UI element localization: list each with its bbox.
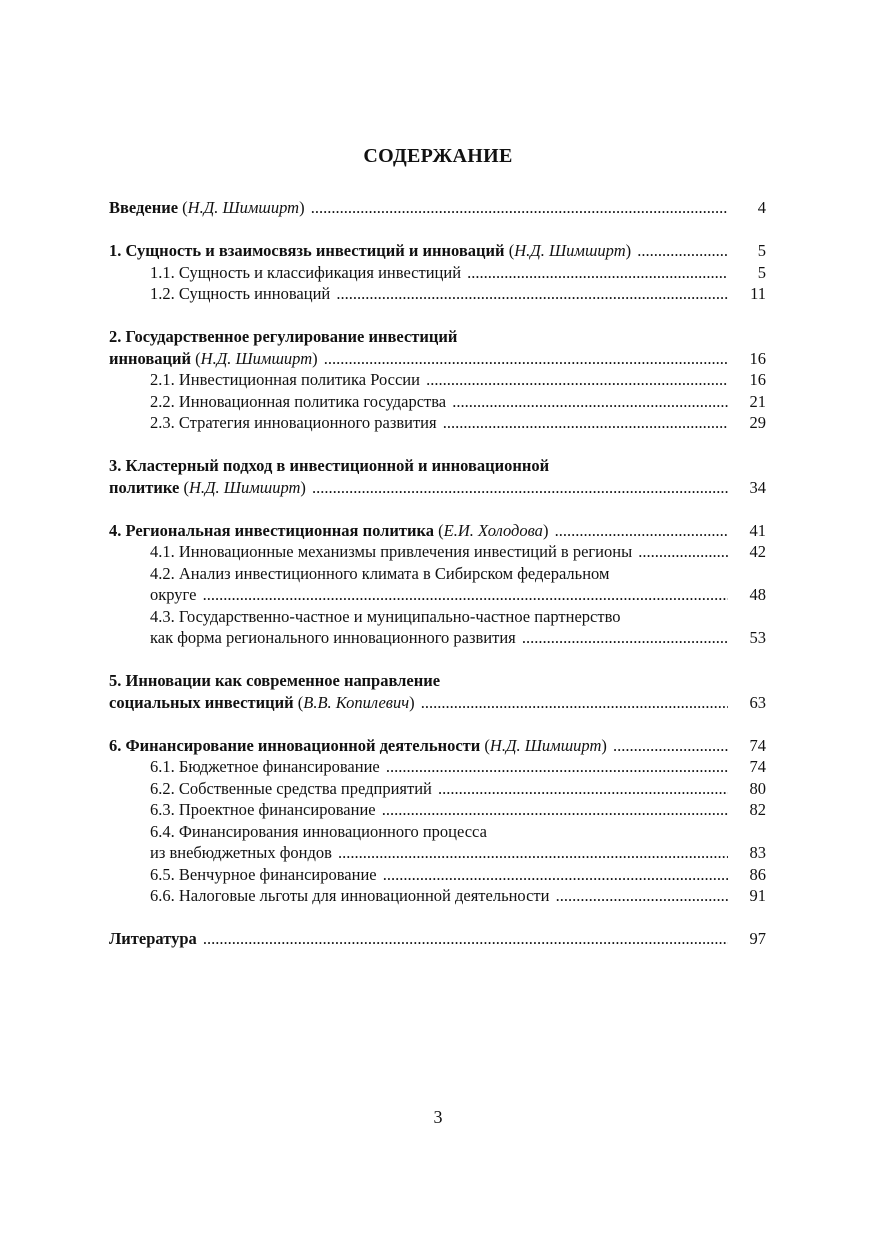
toc-entry-author: Н.Д. Шимширт — [489, 735, 602, 755]
toc-entry-chapter-3[interactable]: политике (Н.Д. Шимширт) ..... 34 — [109, 477, 766, 499]
toc-entry-label: 4.2. Анализ инвестиционного климата в Сибирском федеральном — [150, 563, 610, 583]
toc-entry-section-4-1[interactable] — [109, 541, 766, 563]
toc-entry-label: 1.2. Сущность инноваций — [109, 284, 332, 303]
toc-entry-section-6-1[interactable] — [109, 756, 766, 778]
toc-entry-label: Литература — [109, 929, 197, 948]
toc-page-number: 80 — [749, 778, 766, 798]
toc-entry-section-4-3-line1[interactable] — [109, 606, 766, 628]
toc-page-number: 53 — [749, 628, 766, 647]
toc-page-number: 41 — [749, 520, 766, 540]
toc-entry-label: социальных инвестиций — [109, 692, 294, 712]
toc-page-number: 74 — [749, 757, 766, 776]
toc-entry-section-6-4-line1[interactable] — [109, 821, 766, 843]
toc-entry-label: 2.2. Инновационная политика государства — [109, 392, 448, 411]
page-title: СОДЕРЖАНИЕ — [363, 145, 513, 167]
toc-entry-label: 1.1. Сущность и классификация инвестиций — [109, 263, 463, 282]
toc-entry-section-4-3[interactable] — [109, 627, 766, 649]
toc-page-number: 42 — [749, 542, 766, 561]
toc-entry-chapter-4[interactable]: 4. Региональная инвестиционная политика (Е.И. Холодова) ..... 41 — [109, 520, 766, 542]
toc-entry-section-6-6[interactable] — [109, 885, 766, 907]
toc-entry-label: 1. Сущность и взаимосвязь инвестиций и инноваций — [109, 241, 505, 260]
table-of-contents — [109, 197, 766, 950]
toc-entry-section-6-3[interactable] — [109, 799, 766, 821]
page-number: 3 — [433, 1107, 443, 1127]
toc-entry-author: Н.Д. Шимширт — [514, 241, 626, 260]
toc-page-number: 86 — [749, 864, 766, 884]
toc-entry-chapter-2-line1[interactable] — [109, 326, 766, 348]
toc-entry-label: 6.2. Собственные средства предприятий — [109, 779, 434, 798]
toc-page-number: 16 — [749, 370, 766, 389]
toc-entry-chapter-5[interactable]: социальных инвестиций (В.В. Копилевич) ..... 63 — [109, 692, 766, 714]
toc-entry-section-6-5[interactable] — [109, 864, 766, 886]
toc-entry-label: 5. Инновации как современное направление — [109, 671, 441, 690]
toc-entry-section-2-2[interactable] — [109, 391, 766, 413]
toc-entry-section-2-3[interactable] — [109, 412, 766, 434]
toc-page-number: 11 — [750, 284, 766, 303]
toc-entry-label: 4.3. Государственно-частное и муниципально-частное партнерство — [150, 606, 621, 626]
toc-entry-chapter-1[interactable]: 1. Сущность и взаимосвязь инвестиций и инноваций (Н.Д. Шимширт) ..... 5 — [109, 240, 766, 262]
toc-entry-section-4-2[interactable] — [109, 584, 766, 606]
toc-entry-author: В.В. Копилевич — [303, 692, 410, 712]
toc-page-number: 97 — [749, 929, 766, 948]
toc-entry-label: 6.3. Проектное финансирование — [109, 800, 378, 819]
toc-entry-literature[interactable] — [109, 928, 766, 950]
toc-entry-label: Введение — [109, 198, 179, 217]
toc-entry-label: 4. Региональная инвестиционная политика — [109, 520, 435, 540]
toc-entry-section-6-2[interactable] — [109, 778, 766, 800]
toc-entry-label: 6.1. Бюджетное финансирование — [109, 757, 382, 776]
toc-entry-section-1-1[interactable] — [109, 262, 766, 284]
toc-entry-label: 4.1. Инновационные механизмы привлечения инвестиций в регионы — [109, 542, 634, 561]
toc-entry-intro[interactable]: Введение (Н.Д. Шимширт) ..... 4 — [109, 197, 766, 219]
toc-entry-author: Н.Д. Шимширт — [187, 198, 300, 217]
toc-page-number: 83 — [749, 843, 766, 862]
toc-entry-label: 6.4. Финансирования инновационного процесса — [150, 821, 487, 841]
toc-page-number: 74 — [749, 735, 766, 755]
toc-page-number: 5 — [757, 262, 766, 282]
toc-entry-author: Н.Д. Шимширт — [200, 348, 313, 368]
toc-entry-chapter-6[interactable]: 6. Финансирование инновационной деятельности (Н.Д. Шимширт) ..... 74 — [109, 735, 766, 757]
toc-page-number: 34 — [749, 477, 766, 497]
toc-page-number: 4 — [757, 198, 766, 217]
toc-entry-label: политике — [109, 477, 180, 497]
toc-entry-chapter-2[interactable]: инноваций (Н.Д. Шимширт) ..... 16 — [109, 348, 766, 370]
toc-page-number: 48 — [749, 585, 766, 604]
toc-entry-section-1-2[interactable] — [109, 283, 766, 305]
toc-entry-section-4-2-line1[interactable] — [109, 563, 766, 585]
toc-page-number: 29 — [749, 413, 766, 432]
toc-page-number: 5 — [757, 241, 766, 260]
toc-page-number: 16 — [749, 348, 766, 368]
toc-page-number: 21 — [749, 391, 766, 411]
toc-entry-author: Е.И. Холодова — [443, 520, 543, 540]
toc-entry-label: 2.1. Инвестиционная политика России — [109, 370, 422, 389]
toc-entry-label: 3. Кластерный подход в инвестиционной и инновационной — [109, 456, 550, 475]
toc-entry-label: округе — [109, 585, 198, 604]
toc-page-number: 63 — [749, 692, 766, 712]
toc-entry-label: из внебюджетных фондов — [109, 843, 334, 862]
toc-entry-label: 6. Финансирование инновационной деятельности — [109, 735, 481, 755]
toc-entry-chapter-5-line1[interactable] — [109, 670, 766, 692]
toc-entry-section-6-4[interactable] — [109, 842, 766, 864]
toc-entry-author: Н.Д. Шимширт — [188, 477, 301, 497]
toc-entry-label: как форма регионального инновационного развития — [109, 628, 518, 647]
toc-page-number: 91 — [749, 886, 766, 905]
toc-entry-label: 2. Государственное регулирование инвестиций — [109, 327, 458, 346]
toc-page-number: 82 — [749, 800, 766, 819]
toc-entry-label: 6.5. Венчурное финансирование — [109, 865, 379, 884]
toc-entry-label: 6.6. Налоговые льготы для инновационной деятельности — [109, 886, 551, 905]
toc-entry-label: инноваций — [109, 348, 192, 368]
toc-entry-chapter-3-line1[interactable] — [109, 455, 766, 477]
toc-entry-label: 2.3. Стратегия инновационного развития — [109, 413, 439, 432]
toc-entry-section-2-1[interactable] — [109, 369, 766, 391]
